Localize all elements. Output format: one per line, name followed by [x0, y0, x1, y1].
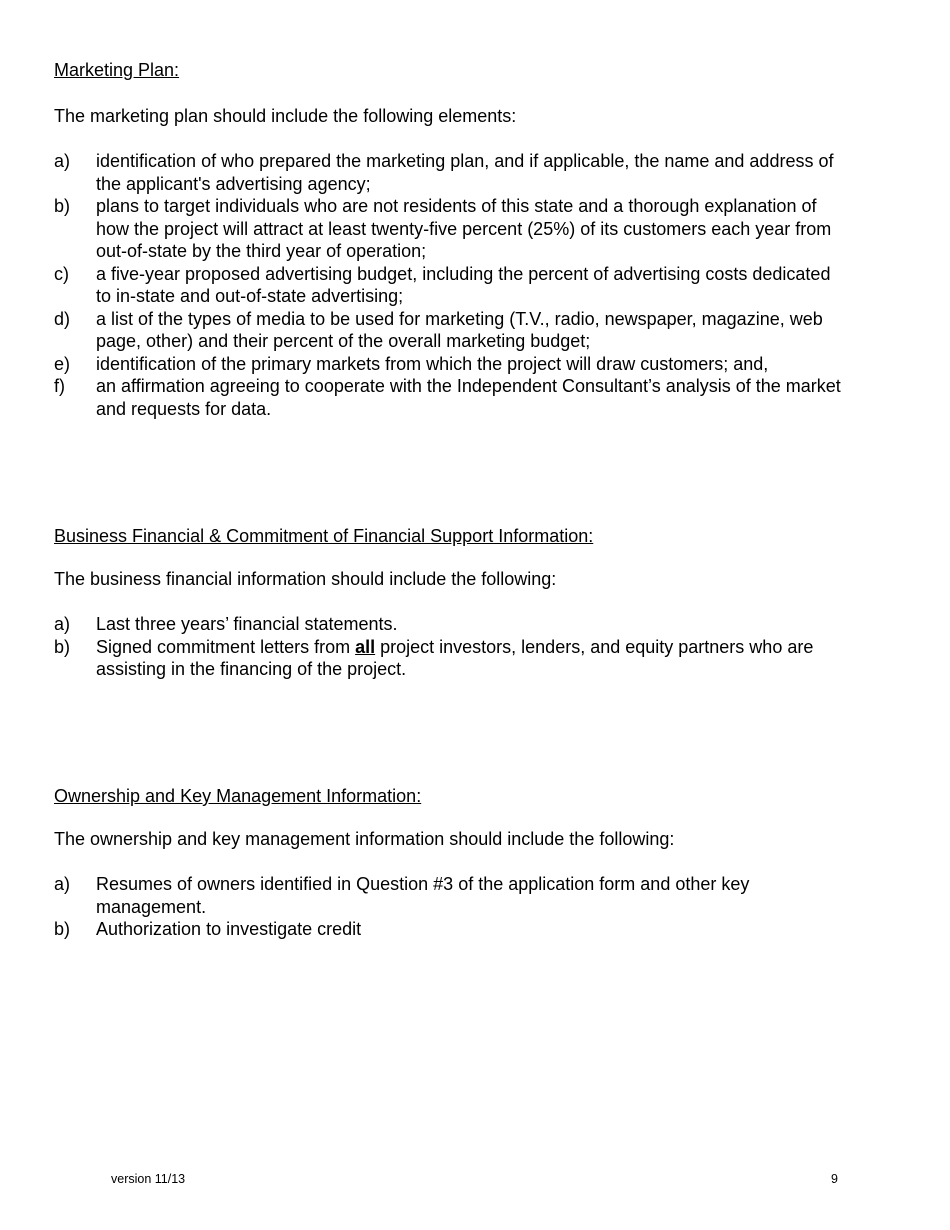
- list-item-text: [96, 636, 844, 681]
- list-item: [54, 353, 844, 376]
- list-item: [54, 918, 844, 941]
- ownership-intro: The ownership and key management information should include the following:: [54, 828, 675, 849]
- marketing-plan-intro: The marketing plan should include the following elements:: [54, 105, 517, 126]
- list-item-text: identification of who prepared the marketing plan, and if applicable, the name and address of the applicant's advertising agency;: [96, 151, 834, 194]
- list-marker: b): [54, 196, 71, 216]
- list-item-text: Authorization to investigate credit: [96, 919, 362, 939]
- page-number: 9: [831, 1172, 838, 1186]
- list-item: [54, 375, 844, 420]
- list-item-text: plans to target individuals who are not residents of this state and a thorough explanation of how the project will attract at least twenty-five percent (25%) of its customers each year from out-of-state by the third year of operation;: [96, 196, 832, 261]
- list-item-text: an affirmation agreeing to cooperate with the Independent Consultant’s analysis of the market and requests for data.: [96, 376, 841, 419]
- list-marker: b): [54, 636, 71, 657]
- marketing-plan-section: [54, 59, 844, 420]
- marketing-plan-list: [54, 150, 844, 420]
- list-marker: e): [54, 353, 71, 374]
- list-item: [54, 150, 844, 195]
- list-item: [54, 195, 844, 263]
- list-marker: c): [54, 263, 69, 284]
- text-after-emphasis: project investors, lenders, and equity partners who are assisting in the financing of the project.: [96, 636, 814, 679]
- list-item-text: identification of the primary markets from which the project will draw customers; and,: [96, 353, 769, 374]
- list-item-text: a list of the types of media to be used for marketing (T.V., radio, newspaper, magazine, web page, other) and their percent of the overall marketing budget;: [96, 308, 823, 351]
- emphasis-all: all: [355, 636, 376, 657]
- business-financial-heading: Business Financial & Commitment of Financial Support Information:: [54, 526, 594, 546]
- business-financial-list: [54, 613, 844, 681]
- list-item-text: Last three years’ financial statements.: [96, 614, 398, 634]
- list-item-text: a five-year proposed advertising budget, including the percent of advertising costs dedicated to in-state and out-of-state advertising;: [96, 263, 831, 306]
- marketing-plan-heading: Marketing Plan:: [54, 60, 180, 80]
- list-item: [54, 613, 844, 636]
- list-item: [54, 873, 844, 918]
- list-marker: f): [54, 376, 65, 396]
- business-financial-intro: The business financial information should include the following:: [54, 568, 557, 589]
- business-financial-section: [54, 525, 844, 681]
- ownership-section: [54, 785, 844, 941]
- list-marker: d): [54, 308, 71, 329]
- ownership-heading: Ownership and Key Management Information:: [54, 786, 422, 806]
- list-item-text: Resumes of owners identified in Question #3 of the application form and other key management.: [96, 874, 750, 917]
- list-marker: a): [54, 151, 71, 171]
- list-marker: a): [54, 614, 71, 634]
- list-item: [54, 636, 844, 681]
- ownership-list: [54, 873, 844, 941]
- text-before-emphasis: Signed commitment letters from: [96, 636, 356, 657]
- list-marker: a): [54, 874, 71, 894]
- footer-version: version 11/13: [111, 1172, 186, 1186]
- list-item: [54, 263, 844, 308]
- list-item: [54, 308, 844, 353]
- list-marker: b): [54, 919, 71, 939]
